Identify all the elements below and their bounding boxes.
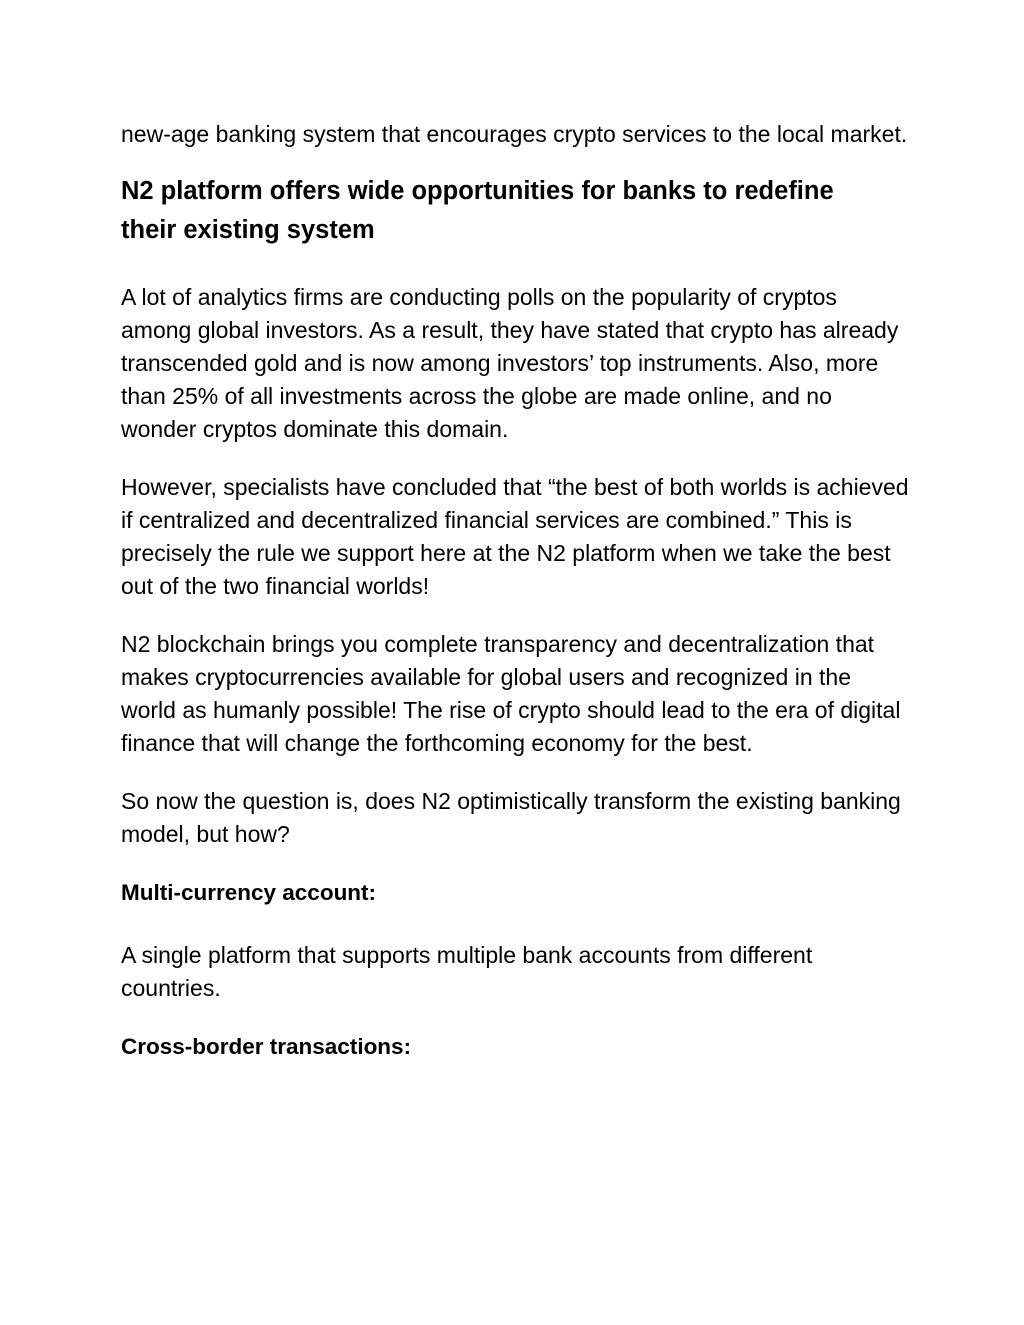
- intro-paragraph: new-age banking system that encourages crypto services to the local market.: [121, 121, 908, 147]
- body-paragraph-1: A lot of analytics firms are conducting polls on the popularity of cryptos among global investors. As a result, they have stated that crypto has already transcended gold and is now among investors’ top instruments. Also, more than 25% of all investments across the globe are made online, and no wonder cryptos dominate this domain.: [121, 284, 899, 442]
- body-paragraph-2: However, specialists have concluded that “the best of both worlds is achieved if centralized and decentralized financial services are combined.” This is precisely the rule we support here at the N2 platform when we take the best out of the two financial worlds!: [121, 474, 909, 599]
- body-paragraph-4: So now the question is, does N2 optimistically transform the existing banking model, but how?: [121, 788, 901, 847]
- subsection-title-cross-border: Cross-border transactions:: [121, 1034, 412, 1059]
- document-page: [121, 118, 911, 1062]
- section-heading: N2 platform offers wide opportunities for banks to redefine their existing system: [121, 177, 834, 244]
- subsection-title-multi-currency: Multi-currency account:: [121, 880, 377, 905]
- body-paragraph-3: N2 blockchain brings you complete transparency and decentralization that makes cryptocurrencies available for global users and recognized in the world as humanly possible! The rise of crypto should lead to the era of digital finance that will change the forthcoming economy for the best.: [121, 631, 901, 756]
- subsection-body-multi-currency: A single platform that supports multiple bank accounts from different countries.: [121, 942, 813, 1001]
